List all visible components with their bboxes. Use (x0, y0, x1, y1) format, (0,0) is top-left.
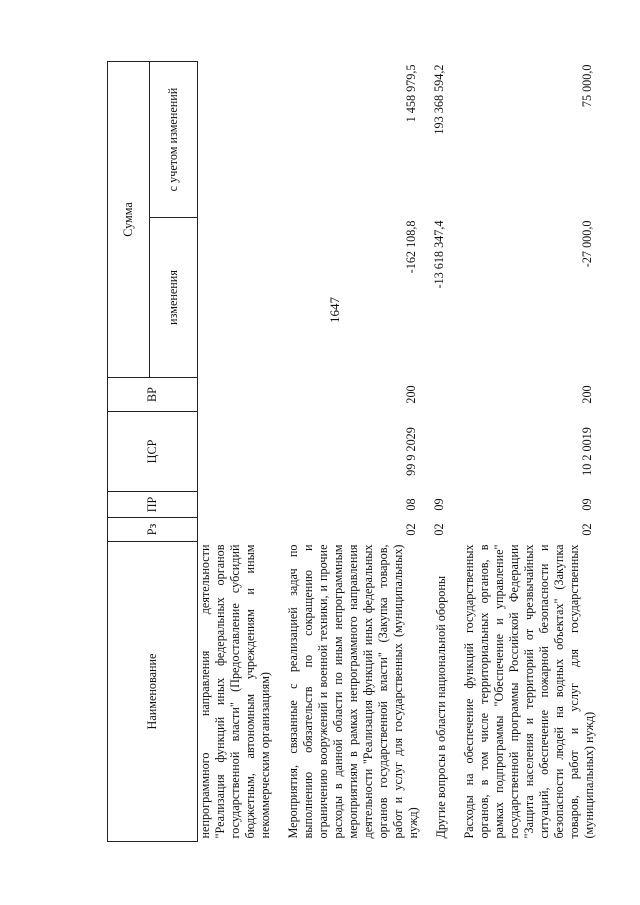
row-change: -13 618 347,4 (432, 220, 446, 289)
row-total: 1 458 979,5 (404, 64, 418, 123)
page-number: 1647 (327, 297, 342, 323)
row-name: непрограммного направления деятельности "Реализация функций иных федеральных органов государственной власти" (Предоставление субсидий бюджетным, автономным учреждениям и иным некоммерческим организациям) (198, 544, 272, 839)
row-csr (198, 412, 281, 492)
table-row (280, 61, 428, 841)
row-csr (428, 412, 456, 492)
row-csr: 99 9 2029 (404, 427, 418, 476)
row-change (198, 218, 281, 378)
row-csr: 10 2 0019 (580, 427, 594, 476)
row-pr (198, 492, 281, 518)
row-rz: 02 (404, 523, 418, 536)
row-name: Другие вопросы в области национальной обороны (434, 575, 448, 839)
budget-table-sheet (107, 62, 597, 842)
header-with-changes: с учетом изменений (150, 61, 198, 217)
row-vr (198, 378, 281, 412)
header-vr: ВР (108, 378, 198, 412)
row-pr: 09 (580, 498, 594, 511)
row-name: Мероприятия, связанные с реализацией задач по выполнению обязательств по сокращению и ограничению вооружений и военной техники, и прочие расходы в данной области по иным непрограммным мероприятиям в рамках непрограммного направления деятельности "Реализация функций иных федеральных органов государственной власти" (Закупка товаров, работ и услуг для государственных (муниципальных) нужд) (286, 544, 420, 839)
row-rz: 02 (580, 523, 594, 536)
budget-table (107, 61, 604, 842)
row-total: 75 000,0 (580, 64, 594, 108)
row-rz: 02 (432, 523, 446, 536)
header-csr: ЦСР (108, 412, 198, 492)
row-vr (428, 378, 456, 412)
header-sum: Сумма (108, 61, 150, 377)
table-row (428, 61, 456, 841)
table-header (108, 61, 198, 841)
table-row (198, 61, 281, 841)
row-total: 193 368 594,2 (432, 64, 446, 135)
table-row (456, 61, 604, 841)
header-change: изменения (150, 218, 198, 378)
row-name: Расходы на обеспечение функций государственных органов, в том числе территориальных органов, в рамках подпрограммы "Обеспечение и управление" государственной программы Российской Федерации "Защита населения и территорий от чрезвычайных ситуаций, обеспечение пожарной безопасности и безопасности людей на водных объектах" (Закупка товаров, работ и услуг для государственных (муниципальных) нужд) (462, 544, 596, 839)
row-vr: 200 (404, 385, 418, 404)
row-change: -27 000,0 (580, 220, 594, 268)
row-total (198, 61, 281, 217)
row-rz (198, 518, 281, 542)
row-vr: 200 (580, 385, 594, 404)
row-change: -162 108,8 (404, 220, 418, 274)
header-pr: ПР (108, 492, 198, 518)
header-name: Наименование (108, 542, 198, 842)
header-rz: Рз (108, 518, 198, 542)
row-pr: 09 (432, 498, 446, 511)
row-pr: 08 (404, 498, 418, 511)
